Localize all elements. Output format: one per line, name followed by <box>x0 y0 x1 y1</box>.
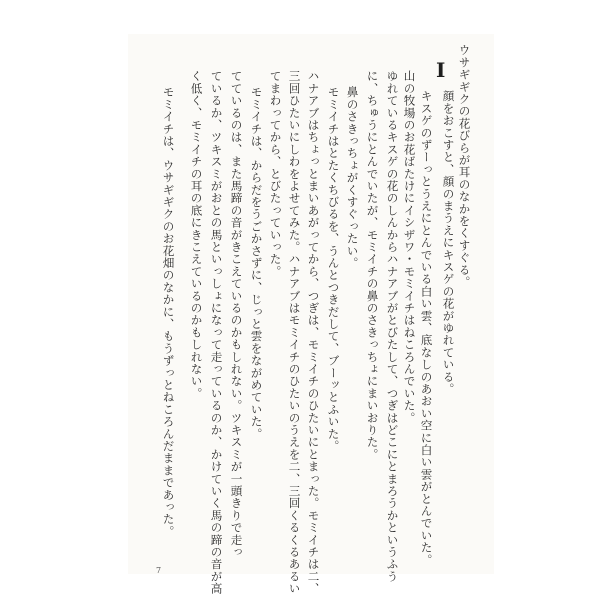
text-line-15: く低く、モミイチの耳の底にきこえているのかもしれない。 <box>189 70 204 400</box>
text-line-5: ゆれているキスゲの花のしんからハナアブがとびたして、つぎはどこにとまろうかというふう <box>385 70 400 583</box>
text-line-4: 山の牧場のお花ばたけにイシザワ・モミイチはねころんでいた。 <box>402 70 417 424</box>
text-line-3: キスゲのずーっとうえにとんでいる白い雲、底なしのあおい空に白い雲がとんでいた。 <box>419 90 434 566</box>
chapter-number: I <box>436 58 446 82</box>
text-line-16: モミイチは、ウサギギクのお花畑のなかに、もうずっとねころんだままであった。 <box>161 86 176 538</box>
text-line-12: モミイチは、からだをうごかさずに、じっと雲をながめていた。 <box>249 86 264 440</box>
text-line-6: に、ちゅうにとんでいたが、モミイチの鼻のさきっちょにまいおりた。 <box>365 70 380 461</box>
text-line-11: てまわってから、とびたっていった。 <box>268 70 283 278</box>
text-line-2: 顔をおこすと、顔のまうえにキスゲの花がゆれている。 <box>441 90 456 395</box>
page-number: 7 <box>156 566 162 575</box>
text-line-8: モミイチはとたくちびるを、うんとつきだして、ブーッとふいた。 <box>326 86 341 452</box>
text-line-13: てているのは、また馬蹄の音がきこえているのかもしれない。ツキスミが一頭きりで走っ <box>229 70 244 558</box>
text-line-9: ハナアブはちょっとまいあがってから、つぎは、モミイチのひたいにとまった。モミイチは二、 <box>306 70 321 595</box>
text-line-14: ているか、ツキスミがおとの馬といっしょになって走っているのか、かけていく馬の蹄の音が高 <box>209 70 224 595</box>
text-line-10: 三回ひたいにしわをよせてみた。ハナアブはモミイチのひたいのうえを二、三回くるくるあるい <box>287 70 302 595</box>
text-line-1: ウサギギクの花びらが耳のなかをくすぐる。 <box>457 44 472 288</box>
text-line-7: 鼻のさきっちょがくすぐったい。 <box>345 86 360 269</box>
